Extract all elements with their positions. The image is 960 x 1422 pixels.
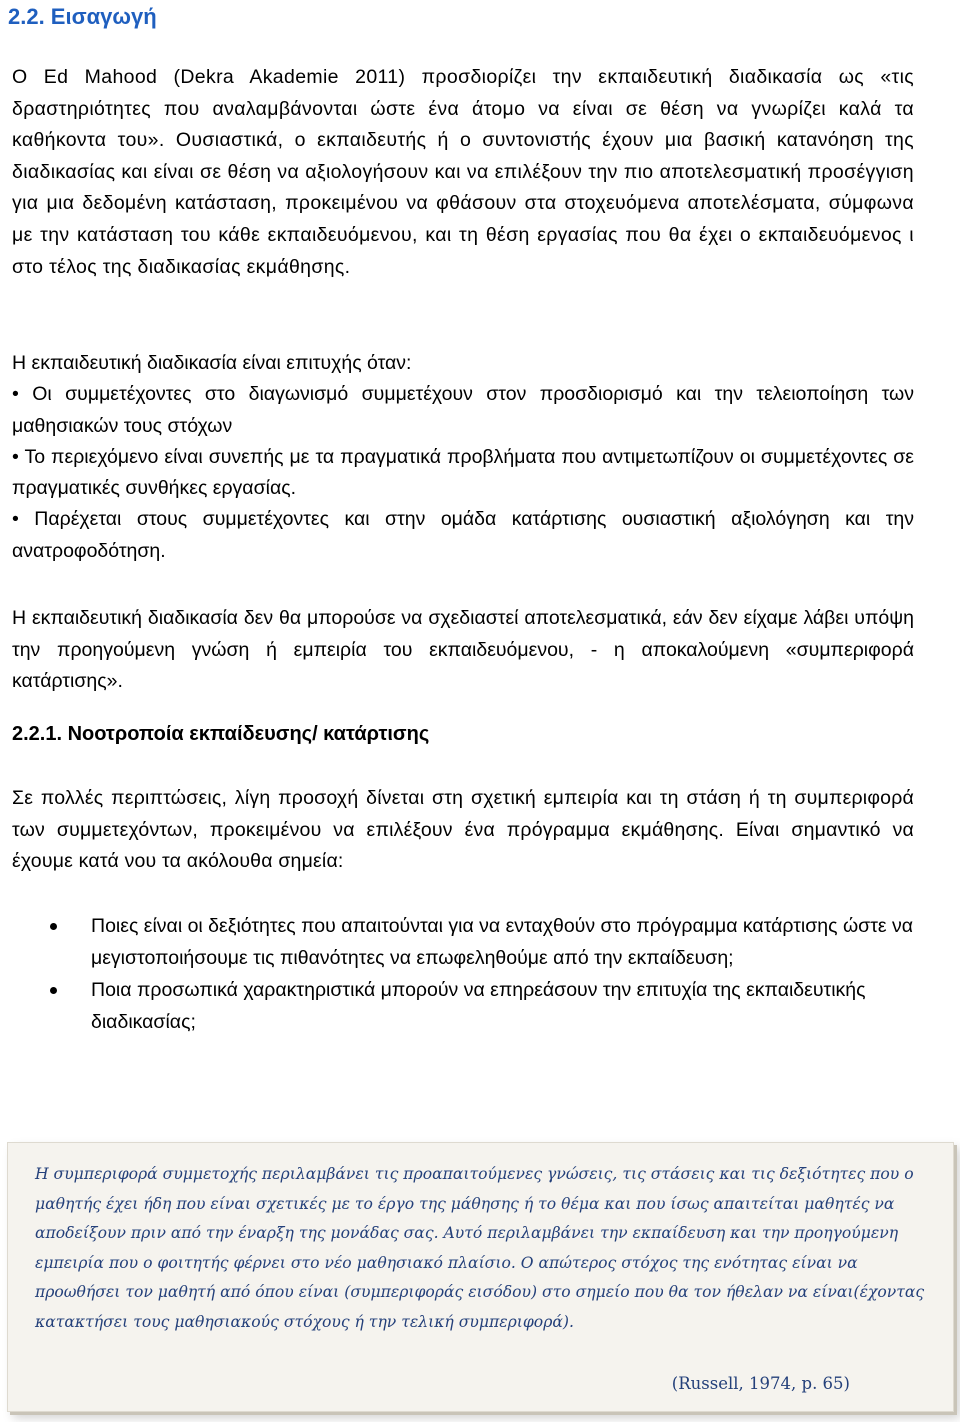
callout-quote-text: Η συμπεριφορά συμμετοχής περιλαμβάνει τις προαπαιτούμενες γνώσεις, τις στάσεις και τις δεξιότητες που ο μαθητής έχει ήδη που είναι σχετικές με το έργο της μάθησης ή το θέμα και που ίσως απαιτείται μαθητές να αποδείξουν πριν από την έναρξη της μονάδας σας. Αυτό περιλαμβάνει την εκπαίδευση και την προηγούμενη εμπειρία που ο φοιτητής φέρνει στο νέο μαθησιακό πλαίσιο. Ο απώτερος στόχος της ενότητας είναι να προωθήσει τον μαθητή από όπου είναι (συμπεριφοράς εισόδου) στο σημείο που θα τον ήθελαν να είναι(έχοντας κατακτήσει τους μαθησιακούς στόχους ή την τελική συμπεριφορά).: [35, 1165, 925, 1331]
bullet-icon: [50, 987, 57, 994]
success-point: • Το περιεχόμενο είναι συνεπής με τα πραγματικά προβλήματα που αντιμετωπίζουν οι συμμετέχοντες σε πραγματικές συνθήκες εργασίας.: [12, 445, 914, 500]
success-intro: Η εκπαιδευτική διαδικασία είναι επιτυχής όταν:: [12, 352, 412, 374]
quote-callout-box: [7, 1142, 954, 1412]
bullet-icon: [50, 923, 57, 930]
closing-paragraph: Η εκπαιδευτική διαδικασία δεν θα μπορούσε να σχεδιαστεί αποτελεσματικά, εάν δεν είχαμε λάβει υπόψη την προηγούμενη γνώση ή εμπειρία του εκπαιδευόμενου, - η αποκαλούμενη «συμπεριφορά κατάρτισης».: [12, 607, 914, 693]
subsection-heading: 2.2.1. Νοοτροποία εκπαίδευσης/ κατάρτισης: [12, 723, 430, 745]
list-item: [38, 910, 918, 974]
question-text: Ποιες είναι οι δεξιότητες που απαιτούνται για να ενταχθούν στο πρόγραμμα κατάρτισης ώστε να μεγιστοποιήσουμε τις πιθανότητες να επωφεληθούμε από την εκπαίδευση;: [91, 915, 914, 969]
section-heading: 2.2. Εισαγωγή: [8, 4, 157, 29]
success-criteria-block: [12, 348, 914, 567]
question-text: Ποια προσωπικά χαρακτηριστικά μπορούν να επηρεάσουν την επιτυχία της εκπαιδευτικής διαδικασίας;: [91, 979, 866, 1033]
intro-paragraph: Ο Ed Mahood (Dekra Akademie 2011) προσδιορίζει την εκπαιδευτική διαδικασία ως «τις δραστηριότητες που αναλαμβάνονται ώστε ένα άτομο να είναι σε θέση να γνωρίζει καλά τα καθήκοντα του». Ουσιαστικά, ο εκπαιδευτής ή ο συντονιστής έχουν μια βασική κατανόηση της διαδικασίας και είναι σε θέση να αξιολογήσουν και να επιλέξουν την πιο αποτελεσματική προσέγγιση για μια δεδομένη κατάσταση, προκειμένου να φθάσουν στα στοχευόμενα αποτελέσματα, σύμφωνα με την κατάσταση του κάθε εκπαιδευόμενου, και τη θέση εργασίας που θα έχει ο εκπαιδευόμενος ι στο τέλος της διαδικασίας εκμάθησης.: [12, 66, 914, 278]
callout-citation: (Russell, 1974, p. 65): [671, 1374, 850, 1393]
subsection-paragraph: Σε πολλές περιπτώσεις, λίγη προσοχή δίνεται στη σχετική εμπειρία και τη στάση ή τη συμπεριφορά των συμμετεχόντων, προκειμένου να επιλέξουν ένα πρόγραμμα εκμάθησης. Είναι σημαντικό να έχουμε κατά νου τα ακόλουθα σημεία:: [12, 787, 914, 873]
question-list: [38, 910, 918, 1038]
success-point: • Παρέχεται στους συμμετέχοντες και στην ομάδα κατάρτισης ουσιαστική αξιολόγηση και την ανατροφοδότηση.: [12, 508, 914, 562]
success-point: • Οι συμμετέχοντες στο διαγωνισμό συμμετέχουν στον προσδιορισμό και την τελειοποίηση των μαθησιακών τους στόχων: [12, 383, 914, 437]
list-item: [38, 974, 918, 1038]
